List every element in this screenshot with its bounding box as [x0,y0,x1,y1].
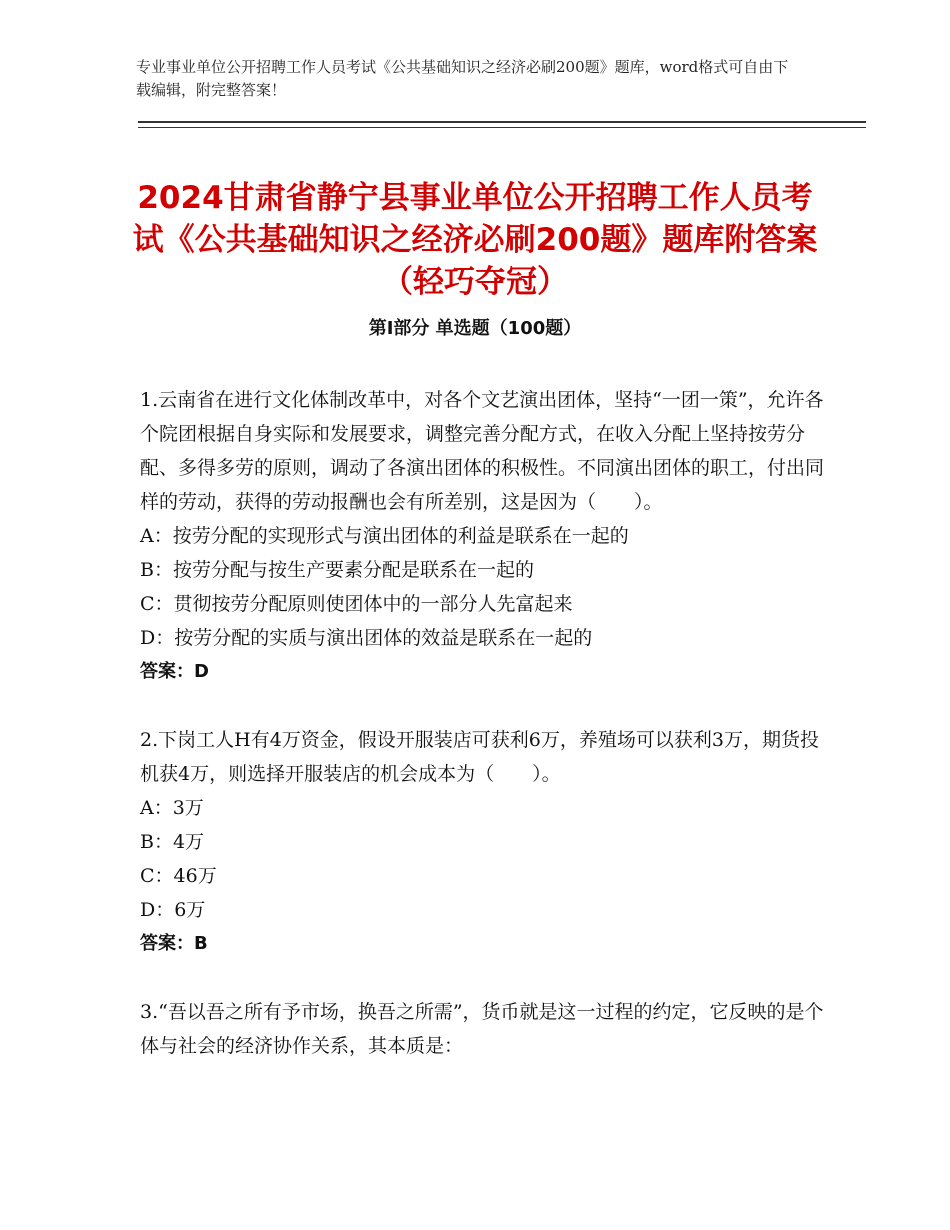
question-item [140,383,830,689]
header-divider-thin [138,127,866,128]
question-item [140,723,830,961]
answer-line: 答案：D [140,661,209,682]
option-d: D：按劳分配的实质与演出团体的效益是联系在一起的 [140,627,593,649]
answer-line: 答案：B [140,933,208,954]
option-b: B：按劳分配与按生产要素分配是联系在一起的 [140,559,534,581]
option-c: C：46万 [140,865,217,887]
header-divider-thick [138,121,866,123]
questions-content [140,383,830,1097]
option-a: A：3万 [140,797,204,819]
option-c: C：贯彻按劳分配原则使团体中的一部分人先富起来 [140,593,573,615]
question-item [140,995,830,1063]
option-b: B：4万 [140,831,205,853]
question-stem: 1.云南省在进行文化体制改革中，对各个文艺演出团体，坚持“一团一策”，允许各个院团根据自身实际和发展要求，调整完善分配方式，在收入分配上坚持按劳分配、多得多劳的原则，调动了各演出团体的积极性。不同演出团体的职工，付出同样的劳动，获得的劳动报酬也会有所差别，这是因为（ ）。 [140,389,825,513]
question-stem: 3.“吾以吾之所有予市场，换吾之所需”，货币就是这一过程的约定，它反映的是个体与社会的经济协作关系，其本质是： [140,1001,824,1057]
header-note: 专业事业单位公开招聘工作人员考试《公共基础知识之经济必刷200题》题库，word格式可自由下载编辑，附完整答案！ [136,58,789,99]
question-stem: 2.下岗工人H有4万资金，假设开服装店可获利6万，养殖场可以获利3万，期货投机获4万，则选择开服装店的机会成本为（ ）。 [140,729,819,785]
option-d: D：6万 [140,899,206,921]
document-title: 2024甘肃省静宁县事业单位公开招聘工作人员考试《公共基础知识之经济必刷200题》题库附答案（轻巧夺冠） [132,179,818,300]
option-a: A：按劳分配的实现形式与演出团体的利益是联系在一起的 [140,525,629,547]
section-title: 第Ⅰ部分 单选题（100题） [368,318,582,339]
